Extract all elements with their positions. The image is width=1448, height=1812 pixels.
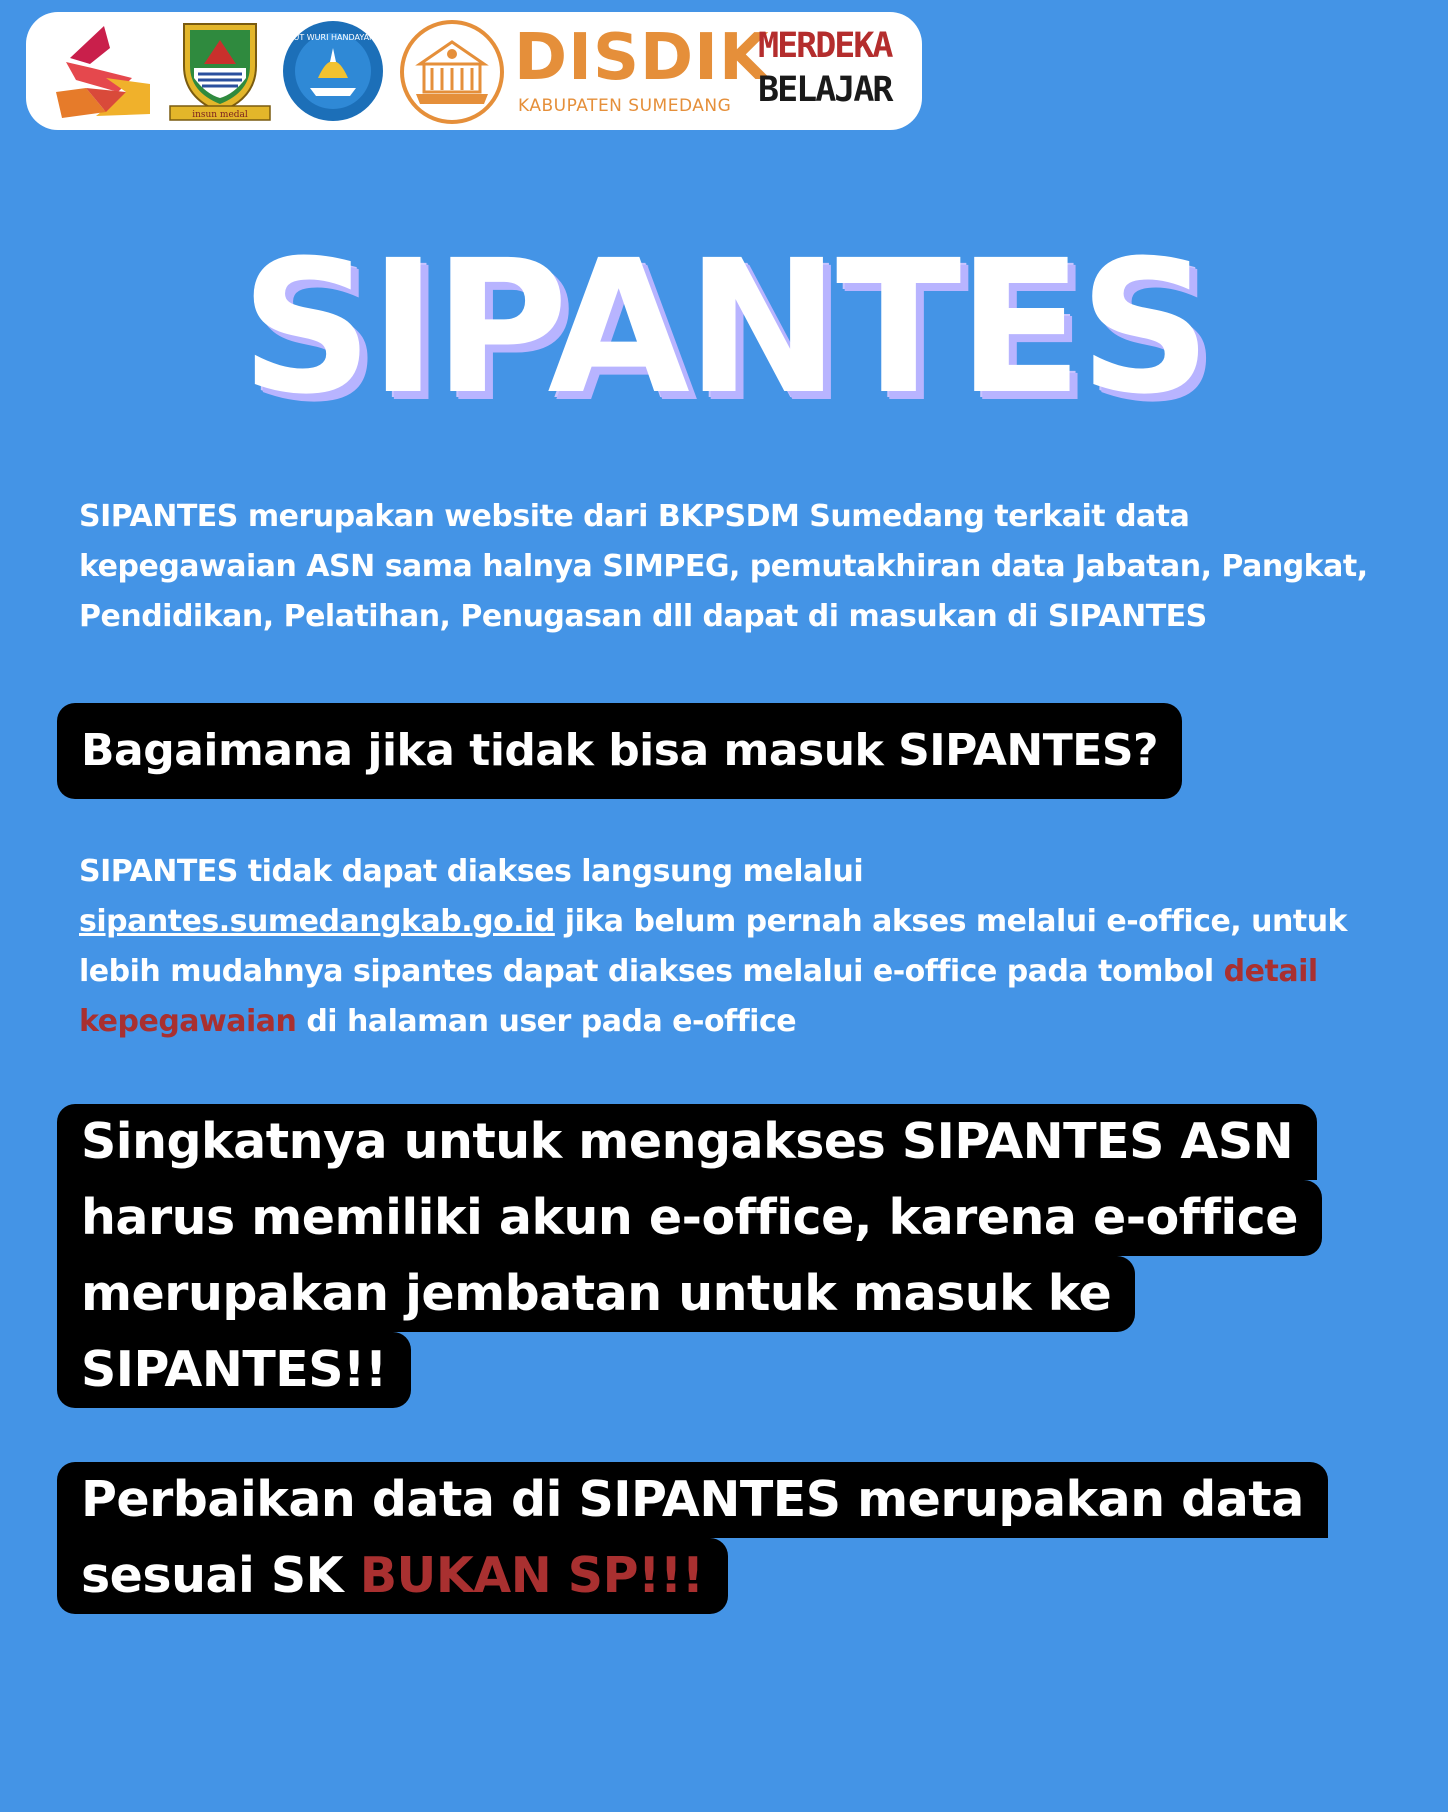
bukan-sp-highlight: BUKAN SP!!! [359, 1547, 704, 1604]
answer-paragraph [79, 847, 1369, 1047]
answer-part1: SIPANTES tidak dapat diakses langsung melalui [79, 854, 864, 889]
disdik-subtitle: KABUPATEN SUMEDANG [518, 96, 732, 116]
question-text: Bagaimana jika tidak bisa masuk SIPANTES? [57, 703, 1182, 799]
sumedang-s-logo [46, 22, 158, 122]
statement2-prefix: sesuai SK [81, 1547, 360, 1604]
statement1-line: harus memiliki akun e-office, karena e-office [57, 1180, 1322, 1256]
kabupaten-crest-logo [164, 18, 276, 126]
belajar-label: BELAJAR [758, 70, 892, 110]
statement2-line2 [57, 1538, 728, 1614]
sipantes-link[interactable]: sipantes.sumedangkab.go.id [79, 904, 555, 939]
logo-bar [26, 12, 922, 130]
detail-kepegawaian-highlight: detail kepegawaian [79, 954, 1318, 1039]
disdik-wordmark: DISDIK [514, 21, 770, 95]
answer-part2: jika belum pernah akses melalui e-office, untuk lebih mudahnya sipantes dapat diakses melalui e-office pada tombol [79, 904, 1348, 989]
intro-paragraph: SIPANTES merupakan website dari BKPSDM Sumedang terkait data kepegawaian ASN sama halnya SIMPEG, pemutakhiran data Jabatan, Pangkat, Pendidikan, Pelatihan, Penugasan dll dapat di masukan di SIPANTES [79, 499, 1368, 634]
crest-motto: insun medal [192, 110, 248, 120]
data-correction-callout [57, 1462, 1328, 1614]
statement1-line: merupakan jembatan untuk masuk ke [57, 1256, 1135, 1332]
disdik-seal-logo [400, 20, 504, 124]
tut-wuri-handayani-logo [280, 18, 386, 124]
statement1-line: SIPANTES!! [57, 1332, 411, 1408]
statement1-line: Singkatnya untuk mengakses SIPANTES ASN [57, 1104, 1317, 1180]
question-callout [57, 703, 1182, 799]
answer-part3: di halaman user pada e-office [296, 1004, 797, 1039]
tut-motto: TUT WURI HANDAYANI [288, 33, 378, 42]
access-statement-callout [57, 1104, 1322, 1408]
page-title: SIPANTES [240, 221, 1208, 435]
merdeka-label: MERDEKA [758, 26, 892, 66]
statement2-line1: Perbaikan data di SIPANTES merupakan data [57, 1462, 1328, 1538]
